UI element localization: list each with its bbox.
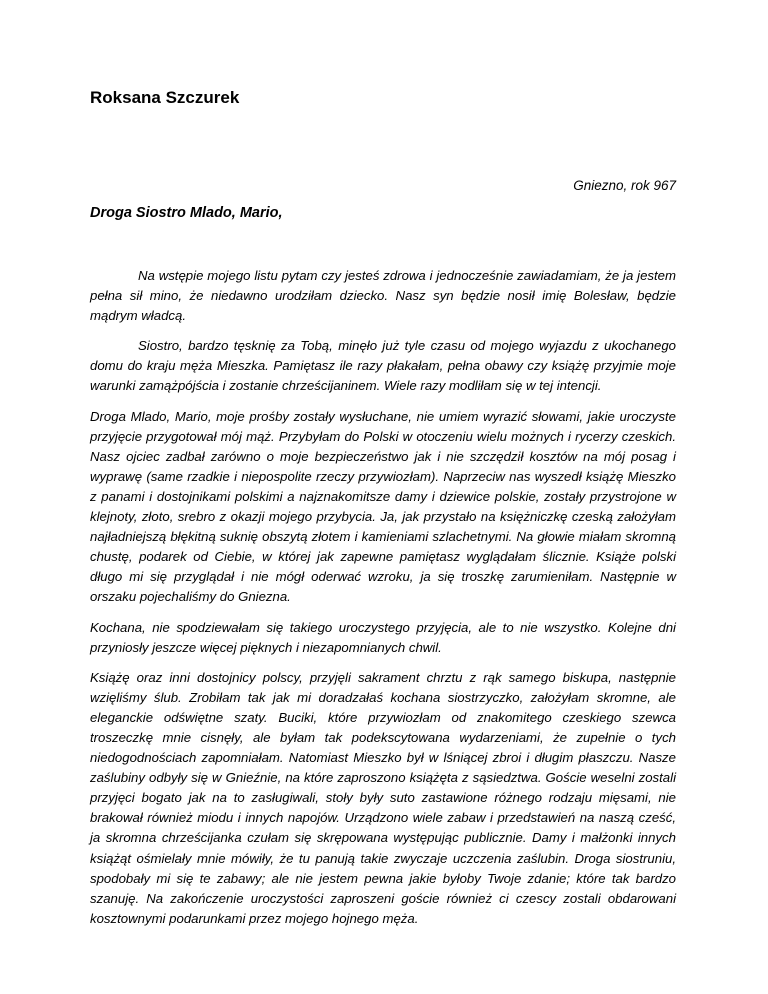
letter-body xyxy=(90,266,676,939)
place-date: Gniezno, rok 967 xyxy=(573,178,676,193)
paragraph-4: Kochana, nie spodziewałam się takiego uroczystego przyjęcia, ale to nie wszystko. Kolejne dni przyniosły jeszcze więcej pięknych i niezapomnianych chwil. xyxy=(90,619,676,655)
author-name: Roksana Szczurek xyxy=(90,88,240,107)
letter-greeting: Droga Siostro Mlado, Mario, xyxy=(90,205,283,221)
paragraph-3: Droga Mlado, Mario, moje prośby zostały wysłuchane, nie umiem wyrazić słowami, jakie uroczyste przyjęcie przygotował mój mąż. Przybyłam do Polski w otoczeniu wielu możnych i rycerzy czeskich. Nasz ojciec zadbał zarówno o moje bezpieczeństwo jak i nie szczędził kosztów na mój posag i wyprawę (same rzadkie i niepospolite rzeczy przywiozłam). Naprzeciw nas wyszedł książę Mieszko z panami i dostojnikami polskimi a najznakomitsze damy i dziewice polskie, zostały przystrojone w klejnoty, złoto, srebro z okazji mojego przybycia. Ja, jak przystało na księżniczkę czeską założyłam najładniejszą błękitną suknię obszytą złotem i kamieniami szlachetnymi. Na głowie miałam skromną chustę, podarek od Ciebie, w której jak zapewne pamiętasz wyglądałam ślicznie. Książe polski długo mi się przyglądał i nie mógł oderwać wzroku, ja się troszkę zarumieniłam. Następnie w orszaku pojechaliśmy do Gniezna. xyxy=(90,408,676,605)
paragraph-1: Na wstępie mojego listu pytam czy jesteś zdrowa i jednocześnie zawiadamiam, że ja jestem pełna sił mino, że niedawno urodziłam dziecko. Nasz syn będzie nosił imię Bolesław, będzie mądrym władcą. xyxy=(90,268,676,324)
paragraph-5: Książę oraz inni dostojnicy polscy, przyjęli sakrament chrztu z rąk samego biskupa, następnie wzięliśmy ślub. Zrobiłam tak jak mi doradzałaś kochana siostrzyczko, założyłam skromne, ale eleganckie odświętne szaty. Buciki, które przywiozłam od znakomitego czeskiego szewca troszeczkę mnie cisnęły, ale byłam tak podekscytowana wydarzeniami, że zupełnie o tych niedogodnościach zapomniałam. Natomiast Mieszko był w lśniącej zbroi i długim płaszczu. Nasze zaślubiny odbyły się w Gnieźnie, na które zaproszono książęta z sąsiedztwa. Goście weselni zostali przyjęci bogato jak na to zasługiwali, stoły były suto zastawione różnego rodzaju mięsami, nie brakował również miodu i innych napojów. Urządzono wiele zabaw i przedstawień na naszą cześć, ja skromna chrześcijanka czułam się skrępowana występując publicznie. Damy i małżonki innych książąt ośmielały mnie mówiły, że tu panują takie zwyczaje uczczenia zaślubin. Droga siostruniu, spodobały mi się te zabawy; ale nie jestem pewna jakie byłoby Twoje zdanie; które tak bardzo szanuję. Na zakończenie uroczystości zaproszeni goście również ci czescy zostali obdarowani kosztownymi podarunkami przez mojego hojnego męża. xyxy=(90,669,676,926)
paragraph-2: Siostro, bardzo tęsknię za Tobą, minęło już tyle czasu od mojego wyjazdu z ukochanego domu do kraju męża Mieszka. Pamiętasz ile razy płakałam, pełna obawy czy książę przyjmie moje warunki zamążpójścia i zostanie chrześcijaninem. Wiele razy modliłam się w tej intencji. xyxy=(90,338,676,394)
